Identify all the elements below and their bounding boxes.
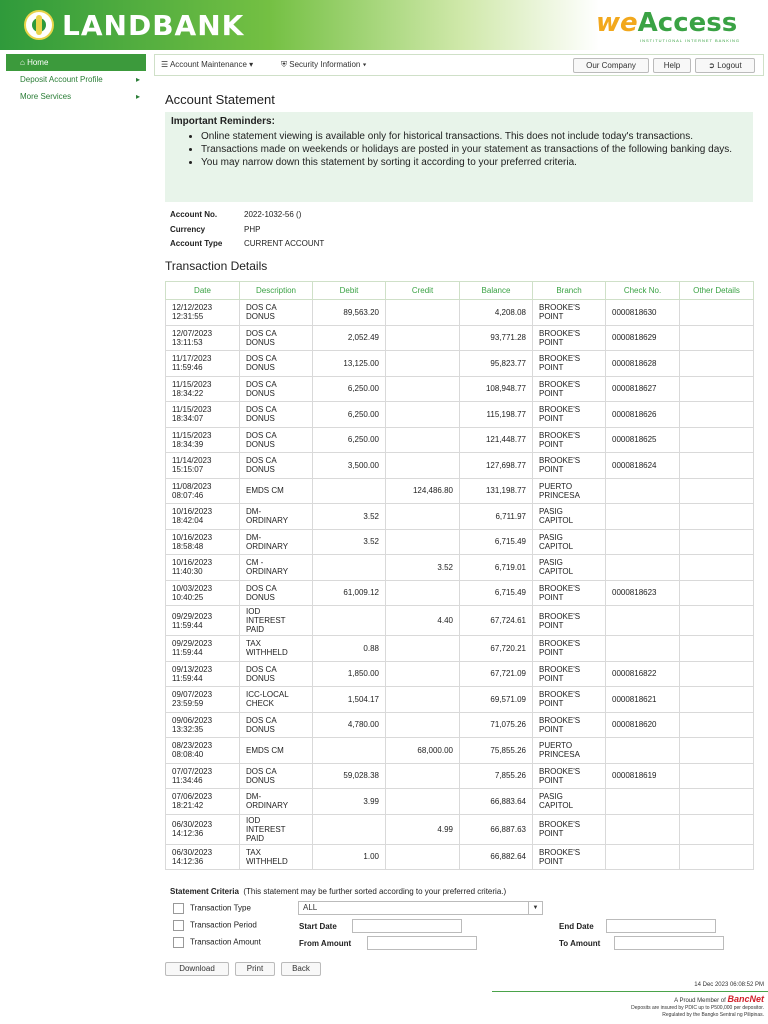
caret-down-icon: ▾ — [249, 60, 254, 69]
table-cell: 09/07/2023 23:59:59 — [166, 687, 240, 713]
table-cell — [680, 376, 754, 402]
table-row — [166, 504, 754, 530]
table-cell: 7,855.26 — [460, 763, 533, 789]
footer-timestamp: 14 Dec 2023 06:08:52 PM — [694, 982, 764, 988]
table-cell: BROOKE'S POINT — [533, 814, 606, 844]
member-text: A Proud Member of — [674, 998, 726, 1004]
table-row — [166, 606, 754, 636]
table-row — [166, 300, 754, 326]
table-cell — [386, 763, 460, 789]
table-cell: 61,009.12 — [313, 580, 386, 606]
transaction-period-checkbox[interactable] — [173, 920, 184, 931]
sliders-icon: ☰ — [161, 60, 169, 69]
table-cell — [680, 661, 754, 687]
table-cell: 11/15/2023 18:34:22 — [166, 376, 240, 402]
table-cell: DOS CA DONUS — [240, 402, 313, 428]
table-cell: BROOKE'S POINT — [533, 325, 606, 351]
table-cell: ICC-LOCAL CHECK — [240, 687, 313, 713]
end-date-label: End Date — [559, 922, 594, 931]
table-cell: IOD INTEREST PAID — [240, 814, 313, 844]
table-cell — [313, 606, 386, 636]
table-cell: 13,125.00 — [313, 351, 386, 377]
table-row — [166, 453, 754, 479]
table-cell: BROOKE'S POINT — [533, 351, 606, 377]
table-row — [166, 661, 754, 687]
table-cell: 0.88 — [313, 636, 386, 662]
table-cell: DM- ORDINARY — [240, 529, 313, 555]
table-cell: BROOKE'S POINT — [533, 580, 606, 606]
table-cell: 0000818620 — [606, 712, 680, 738]
table-cell: 4,780.00 — [313, 712, 386, 738]
table-cell — [680, 555, 754, 581]
transaction-type-row — [173, 903, 251, 914]
table-cell: 0000818619 — [606, 763, 680, 789]
column-header: Description — [240, 282, 313, 300]
chevron-right-icon: ▸ — [135, 92, 140, 101]
from-amount-input[interactable] — [367, 936, 477, 950]
shield-icon: ⛨ — [281, 60, 287, 69]
table-cell: BROOKE'S POINT — [533, 606, 606, 636]
table-row — [166, 789, 754, 815]
account-number-label: Account No. — [170, 210, 218, 219]
sidebar-item-home[interactable] — [6, 54, 146, 71]
home-icon: ⌂ — [20, 58, 25, 67]
table-cell — [680, 687, 754, 713]
pdic-notice: Deposits are insured by PDIC up to P500,000 per depositor. — [631, 1005, 764, 1011]
table-cell: 3.52 — [313, 504, 386, 530]
statement-criteria-title: Statement Criteria — [170, 887, 239, 896]
table-cell — [386, 636, 460, 662]
top-navbar — [154, 54, 764, 76]
table-cell — [386, 402, 460, 428]
table-cell: TAX WITHHELD — [240, 636, 313, 662]
account-maintenance-menu[interactable] — [161, 60, 253, 69]
table-cell — [606, 478, 680, 504]
table-row — [166, 763, 754, 789]
table-cell — [606, 844, 680, 870]
transaction-amount-checkbox[interactable] — [173, 937, 184, 948]
table-cell — [313, 814, 386, 844]
help-button[interactable]: Help — [653, 58, 691, 73]
table-cell: 0000816822 — [606, 661, 680, 687]
table-cell: BROOKE'S POINT — [533, 427, 606, 453]
table-cell: DOS CA DONUS — [240, 325, 313, 351]
table-cell — [606, 636, 680, 662]
column-header: Other Details — [680, 282, 754, 300]
end-date-input[interactable] — [606, 919, 716, 933]
account-info — [170, 210, 324, 254]
table-cell: 1,504.17 — [313, 687, 386, 713]
table-cell — [680, 453, 754, 479]
table-cell: 66,887.63 — [460, 814, 533, 844]
our-company-button[interactable]: Our Company — [573, 58, 649, 73]
table-cell — [680, 814, 754, 844]
table-cell: 1,850.00 — [313, 661, 386, 687]
sidebar-item-deposit-account-profile[interactable] — [6, 71, 146, 88]
table-cell: DOS CA DONUS — [240, 351, 313, 377]
transactions-table — [165, 281, 754, 870]
table-cell: 0000818629 — [606, 325, 680, 351]
landbank-seal-icon — [24, 10, 54, 40]
table-cell: 6,250.00 — [313, 376, 386, 402]
table-cell: 0000818627 — [606, 376, 680, 402]
table-cell: 3.52 — [386, 555, 460, 581]
table-cell — [680, 738, 754, 764]
bancnet-logo: BancNet — [727, 994, 764, 1004]
table-cell — [386, 844, 460, 870]
column-header: Check No. — [606, 282, 680, 300]
table-cell — [313, 555, 386, 581]
table-cell — [386, 351, 460, 377]
table-cell: 0000818623 — [606, 580, 680, 606]
table-row — [166, 636, 754, 662]
table-cell: 66,882.64 — [460, 844, 533, 870]
table-cell: DOS CA DONUS — [240, 763, 313, 789]
download-button[interactable]: Download — [165, 962, 229, 976]
table-cell — [313, 478, 386, 504]
weaccess-logo-access: Access — [637, 8, 738, 38]
table-cell: PUERTO PRINCESA — [533, 738, 606, 764]
table-cell: 09/29/2023 11:59:44 — [166, 606, 240, 636]
table-cell: BROOKE'S POINT — [533, 376, 606, 402]
table-cell: TAX WITHHELD — [240, 844, 313, 870]
table-cell: 0000818624 — [606, 453, 680, 479]
table-cell — [680, 529, 754, 555]
to-amount-label: To Amount — [559, 939, 601, 948]
caret-down-icon: ▾ — [362, 60, 367, 69]
security-information-menu[interactable] — [281, 60, 367, 70]
table-cell — [680, 427, 754, 453]
weaccess-tagline: INSTITUTIONAL INTERNET BANKING — [640, 38, 741, 43]
bsp-notice: Regulated by the Bangko Sentral ng Pilipinas. — [662, 1012, 764, 1018]
transaction-details-title: Transaction Details — [165, 259, 268, 273]
table-cell: PUERTO PRINCESA — [533, 478, 606, 504]
table-cell: 89,563.20 — [313, 300, 386, 326]
table-cell: 6,715.49 — [460, 529, 533, 555]
table-cell: 95,823.77 — [460, 351, 533, 377]
table-cell: PASIG CAPITOL — [533, 555, 606, 581]
logout-icon: ➲ — [708, 61, 715, 70]
table-cell: DOS CA DONUS — [240, 453, 313, 479]
table-cell — [680, 789, 754, 815]
table-cell: 09/06/2023 13:32:35 — [166, 712, 240, 738]
table-cell — [313, 738, 386, 764]
table-cell — [386, 427, 460, 453]
table-cell: 3.99 — [313, 789, 386, 815]
table-cell: 10/16/2023 18:42:04 — [166, 504, 240, 530]
column-header: Balance — [460, 282, 533, 300]
table-cell — [386, 580, 460, 606]
table-cell: CM - ORDINARY — [240, 555, 313, 581]
table-cell — [386, 325, 460, 351]
table-cell: 127,698.77 — [460, 453, 533, 479]
table-cell: 67,724.61 — [460, 606, 533, 636]
table-cell — [680, 478, 754, 504]
table-cell — [386, 504, 460, 530]
table-cell — [386, 687, 460, 713]
table-cell: BROOKE'S POINT — [533, 844, 606, 870]
account-type-label: Account Type — [170, 239, 223, 248]
important-reminders — [165, 112, 753, 202]
table-cell — [680, 580, 754, 606]
table-body — [166, 300, 754, 870]
table-cell: 10/03/2023 10:40:25 — [166, 580, 240, 606]
table-cell: BROOKE'S POINT — [533, 661, 606, 687]
security-information-label: Security Information — [289, 60, 361, 69]
table-cell: 75,855.26 — [460, 738, 533, 764]
table-cell: 09/13/2023 11:59:44 — [166, 661, 240, 687]
table-cell: 4.99 — [386, 814, 460, 844]
table-cell — [386, 453, 460, 479]
reminder-item: • Online statement viewing is available only for historical transactions. This does not include today's transactions. — [201, 131, 747, 143]
from-amount-label: From Amount — [299, 939, 352, 948]
table-cell: 12/12/2023 12:31:55 — [166, 300, 240, 326]
table-row — [166, 844, 754, 870]
table-cell: 06/30/2023 14:12:36 — [166, 844, 240, 870]
table-cell: 6,250.00 — [313, 427, 386, 453]
table-cell: 71,075.26 — [460, 712, 533, 738]
sidebar-item-label: Deposit Account Profile — [20, 75, 103, 84]
transaction-type-checkbox[interactable] — [173, 903, 184, 914]
transaction-amount-row — [173, 937, 261, 948]
start-date-label: Start Date — [299, 922, 337, 931]
table-cell: BROOKE'S POINT — [533, 687, 606, 713]
table-cell — [386, 300, 460, 326]
landbank-logo-text: LANDBANK — [62, 9, 245, 42]
table-row — [166, 814, 754, 844]
table-row — [166, 580, 754, 606]
account-maintenance-label: Account Maintenance — [169, 60, 247, 69]
table-cell — [680, 504, 754, 530]
table-cell: 66,883.64 — [460, 789, 533, 815]
account-number: 2022-1032-56 () — [244, 210, 302, 219]
transaction-type-label: Transaction Type — [190, 903, 251, 913]
table-cell: PASIG CAPITOL — [533, 789, 606, 815]
transaction-type-value: ALL — [303, 903, 318, 912]
transaction-period-row — [173, 920, 257, 931]
currency-label: Currency — [170, 224, 206, 234]
transaction-amount-label: Transaction Amount — [190, 937, 261, 947]
table-cell: BROOKE'S POINT — [533, 763, 606, 789]
table-cell: BROOKE'S POINT — [533, 300, 606, 326]
table-cell: BROOKE'S POINT — [533, 402, 606, 428]
table-row — [166, 376, 754, 402]
table-cell: 4.40 — [386, 606, 460, 636]
table-cell: 69,571.09 — [460, 687, 533, 713]
table-cell: 108,948.77 — [460, 376, 533, 402]
table-cell: 11/15/2023 18:34:07 — [166, 402, 240, 428]
table-cell: 0000818626 — [606, 402, 680, 428]
table-cell: 124,486.80 — [386, 478, 460, 504]
sidebar-item-more-services[interactable] — [6, 88, 146, 105]
table-cell — [386, 661, 460, 687]
logout-label: Logout — [717, 61, 742, 70]
table-cell: DM- ORDINARY — [240, 789, 313, 815]
to-amount-input[interactable] — [614, 936, 724, 950]
table-cell: 09/29/2023 11:59:44 — [166, 636, 240, 662]
table-cell: 6,711.97 — [460, 504, 533, 530]
table-cell: 131,198.77 — [460, 478, 533, 504]
table-cell: 6,250.00 — [313, 402, 386, 428]
sidebar-item-label: Home — [27, 58, 49, 67]
table-cell: 115,198.77 — [460, 402, 533, 428]
table-cell: EMDS CM — [240, 738, 313, 764]
print-button[interactable]: Print — [235, 962, 275, 976]
table-cell — [680, 712, 754, 738]
table-cell: DOS CA DONUS — [240, 661, 313, 687]
sidebar — [6, 54, 146, 105]
weaccess-logo — [596, 8, 737, 38]
table-cell: 6,715.49 — [460, 580, 533, 606]
table-cell: 3.52 — [313, 529, 386, 555]
table-cell: EMDS CM — [240, 478, 313, 504]
chevron-right-icon: ▸ — [135, 75, 140, 84]
table-cell: DOS CA DONUS — [240, 376, 313, 402]
back-button[interactable]: Back — [281, 962, 321, 976]
table-cell: 11/14/2023 15:15:07 — [166, 453, 240, 479]
table-cell — [680, 606, 754, 636]
table-cell — [606, 504, 680, 530]
table-row — [166, 325, 754, 351]
table-cell — [606, 555, 680, 581]
table-cell: DOS CA DONUS — [240, 712, 313, 738]
table-row — [166, 529, 754, 555]
table-header-row — [166, 282, 754, 300]
page-title: Account Statement — [165, 92, 275, 107]
table-cell — [386, 529, 460, 555]
footer-divider — [492, 991, 768, 992]
table-cell: DM- ORDINARY — [240, 504, 313, 530]
table-cell: DOS CA DONUS — [240, 427, 313, 453]
table-cell — [386, 376, 460, 402]
reminders-list — [201, 131, 747, 169]
table-cell: 6,719.01 — [460, 555, 533, 581]
table-cell: 12/07/2023 13:11:53 — [166, 325, 240, 351]
table-cell: 0000818628 — [606, 351, 680, 377]
table-cell — [680, 325, 754, 351]
table-cell: 11/15/2023 18:34:39 — [166, 427, 240, 453]
table-cell: BROOKE'S POINT — [533, 636, 606, 662]
table-cell: 06/30/2023 14:12:36 — [166, 814, 240, 844]
table-cell — [606, 606, 680, 636]
table-cell: 0000818621 — [606, 687, 680, 713]
weaccess-logo-we: we — [596, 8, 638, 38]
table-cell — [680, 636, 754, 662]
currency-value: PHP — [244, 224, 261, 234]
column-header: Branch — [533, 282, 606, 300]
column-header: Debit — [313, 282, 386, 300]
table-cell — [606, 738, 680, 764]
table-cell: DOS CA DONUS — [240, 580, 313, 606]
table-cell: IOD INTEREST PAID — [240, 606, 313, 636]
statement-criteria-header — [170, 887, 506, 896]
table-cell: 121,448.77 — [460, 427, 533, 453]
caret-down-icon: ▼ — [528, 902, 542, 914]
transaction-period-label: Transaction Period — [190, 920, 257, 930]
table-cell: 59,028.38 — [313, 763, 386, 789]
table-cell: PASIG CAPITOL — [533, 529, 606, 555]
table-cell — [606, 789, 680, 815]
table-cell: 11/17/2023 11:59:46 — [166, 351, 240, 377]
logout-button[interactable] — [695, 58, 755, 73]
table-cell — [680, 351, 754, 377]
reminders-title: Important Reminders: — [171, 116, 275, 127]
table-cell: 07/06/2023 18:21:42 — [166, 789, 240, 815]
footer-member — [674, 994, 764, 1004]
table-cell: 67,721.09 — [460, 661, 533, 687]
table-cell — [386, 712, 460, 738]
table-cell: 93,771.28 — [460, 325, 533, 351]
table-cell: 2,052.49 — [313, 325, 386, 351]
reminder-item: • You may narrow down this statement by sorting it according to your preferred criteria. — [201, 157, 747, 169]
table-cell — [386, 789, 460, 815]
start-date-input[interactable] — [352, 919, 462, 933]
column-header: Credit — [386, 282, 460, 300]
table-cell: 0000818630 — [606, 300, 680, 326]
table-cell: 0000818625 — [606, 427, 680, 453]
table-cell — [680, 402, 754, 428]
column-header: Date — [166, 282, 240, 300]
table-cell: 10/16/2023 11:40:30 — [166, 555, 240, 581]
table-cell: PASIG CAPITOL — [533, 504, 606, 530]
table-cell: 4,208.08 — [460, 300, 533, 326]
table-cell: 68,000.00 — [386, 738, 460, 764]
table-cell: DOS CA DONUS — [240, 300, 313, 326]
table-row — [166, 712, 754, 738]
table-row — [166, 351, 754, 377]
reminder-item: • Transactions made on weekends or holidays are posted in your statement as transactions of the following banking days. — [201, 144, 747, 156]
table-cell: 1.00 — [313, 844, 386, 870]
table-row — [166, 427, 754, 453]
table-cell: 3,500.00 — [313, 453, 386, 479]
table-cell — [680, 763, 754, 789]
sidebar-item-label: More Services — [20, 92, 72, 101]
table-cell — [606, 814, 680, 844]
table-cell — [606, 529, 680, 555]
table-cell: 08/23/2023 08:08:40 — [166, 738, 240, 764]
table-cell: 67,720.21 — [460, 636, 533, 662]
table-row — [166, 402, 754, 428]
table-row — [166, 478, 754, 504]
table-cell: 10/16/2023 18:58:48 — [166, 529, 240, 555]
table-cell — [680, 300, 754, 326]
table-row — [166, 555, 754, 581]
statement-criteria-note: (This statement may be further sorted according to your preferred criteria.) — [243, 887, 507, 896]
table-cell: BROOKE'S POINT — [533, 453, 606, 479]
table-cell — [680, 844, 754, 870]
account-type-value: CURRENT ACCOUNT — [244, 239, 325, 248]
transaction-type-select[interactable] — [298, 901, 543, 915]
table-row — [166, 738, 754, 764]
table-cell: 11/08/2023 08:07:46 — [166, 478, 240, 504]
table-row — [166, 687, 754, 713]
table-cell: BROOKE'S POINT — [533, 712, 606, 738]
table-cell: 07/07/2023 11:34:46 — [166, 763, 240, 789]
